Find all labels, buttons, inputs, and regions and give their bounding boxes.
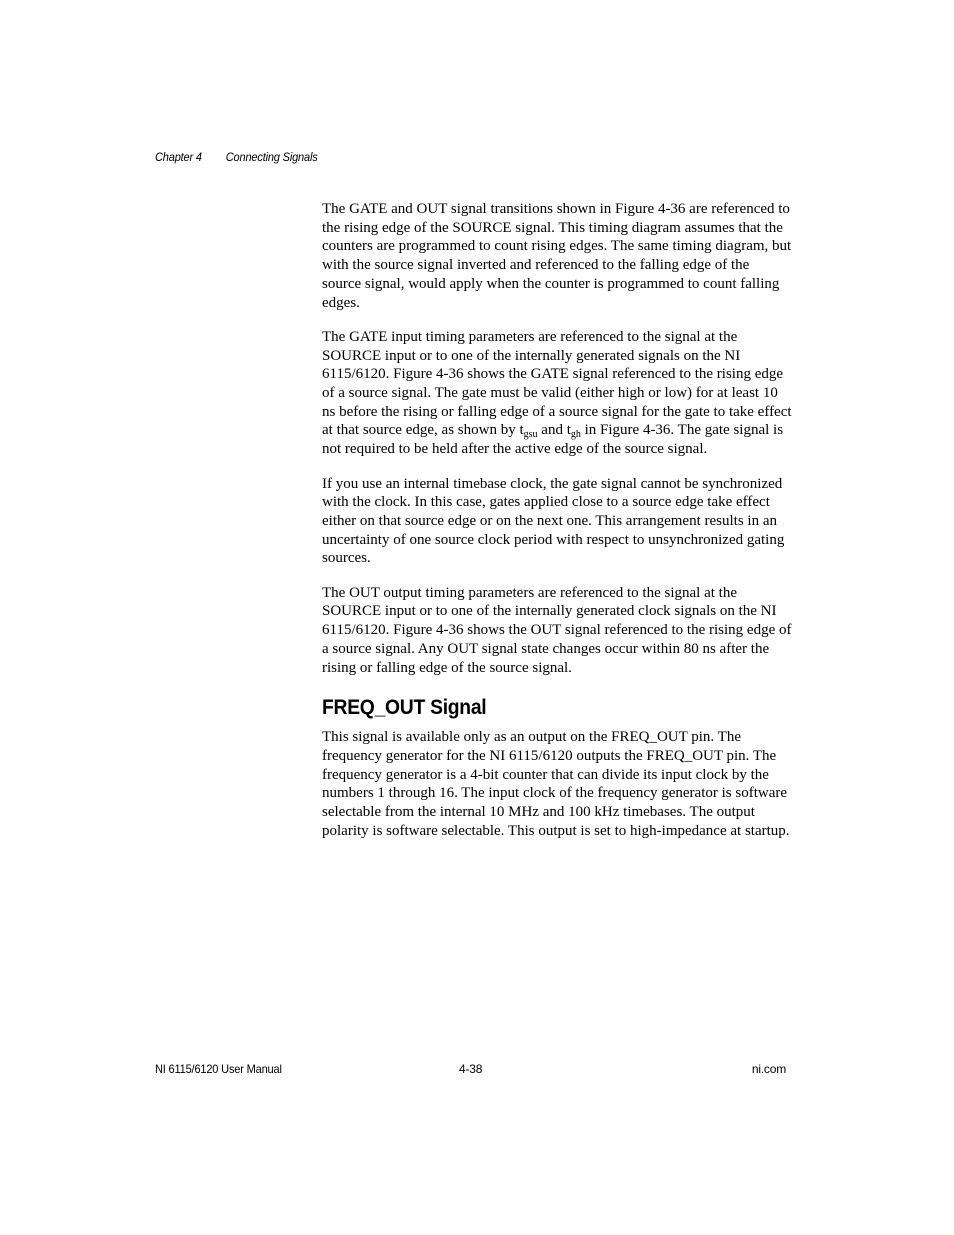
footer-manual-title: NI 6115/6120 User Manual xyxy=(155,1062,282,1076)
footer-page-number: 4-38 xyxy=(459,1062,483,1076)
section-heading-freq-out: FREQ_OUT Signal xyxy=(322,696,487,720)
paragraph-gate-out-transitions: The GATE and OUT signal transitions shown in Figure 4-36 are referenced to the rising edge of the SOURCE signal. This timing diagram assumes that the counters are programmed to count rising edges. The same timing diagram, but with the source signal inverted and referenced to the falling edge of the source signal, would apply when the counter is programmed to count falling edges. xyxy=(322,201,792,311)
subscript-gsu: gsu xyxy=(523,429,538,441)
paragraph-gate-input-timing xyxy=(322,328,792,459)
paragraph-text: in Figure 4-36. The gate signal is not required to be held after the active edge of the source signal. xyxy=(322,422,784,458)
running-header xyxy=(155,150,318,164)
subscript-gh: gh xyxy=(570,429,581,441)
paragraph-text: The GATE input timing parameters are referenced to the signal at the SOURCE input or to one of the internally generated signals on the NI 6115/6120. Figure 4-36 shows the GATE signal referenced to the rising edge of a source signal. The gate must be valid (either high or low) for at least 10 ns before the rising or falling edge of a source signal for the gate to take effect at that source edge, as shown by t xyxy=(322,328,792,439)
paragraph-text: and t xyxy=(537,422,571,439)
paragraph-out-output-timing: The OUT output timing parameters are referenced to the signal at the SOURCE input or to one of the internally generated clock signals on the NI 6115/6120. Figure 4-36 shows the OUT signal referenced to the rising edge of a source signal. Any OUT signal state changes occur within 80 ns after the rising or falling edge of the source signal. xyxy=(322,584,792,676)
chapter-title: Connecting Signals xyxy=(225,150,318,164)
paragraph-freq-out-description: This signal is available only as an output on the FREQ_OUT pin. The frequency generator for the NI 6115/6120 outputs the FREQ_OUT pin. The frequency generator is a 4-bit counter that can divide its input clock by the numbers 1 through 16. The input clock of the frequency generator is software selectable from the internal 10 MHz and 100 kHz timebases. The output polarity is software selectable. This output is set to high-impedance at startup. xyxy=(322,729,790,839)
chapter-number: Chapter 4 xyxy=(155,150,202,164)
footer-website: ni.com xyxy=(751,1062,786,1076)
main-content xyxy=(322,200,792,856)
paragraph-internal-timebase: If you use an internal timebase clock, the gate signal cannot be synchronized with the clock. In this case, gates applied close to a source edge take effect either on that source edge or on the next one. This arrangement results in an uncertainty of one source clock period with respect to unsynchronized gating sources. xyxy=(322,475,785,567)
